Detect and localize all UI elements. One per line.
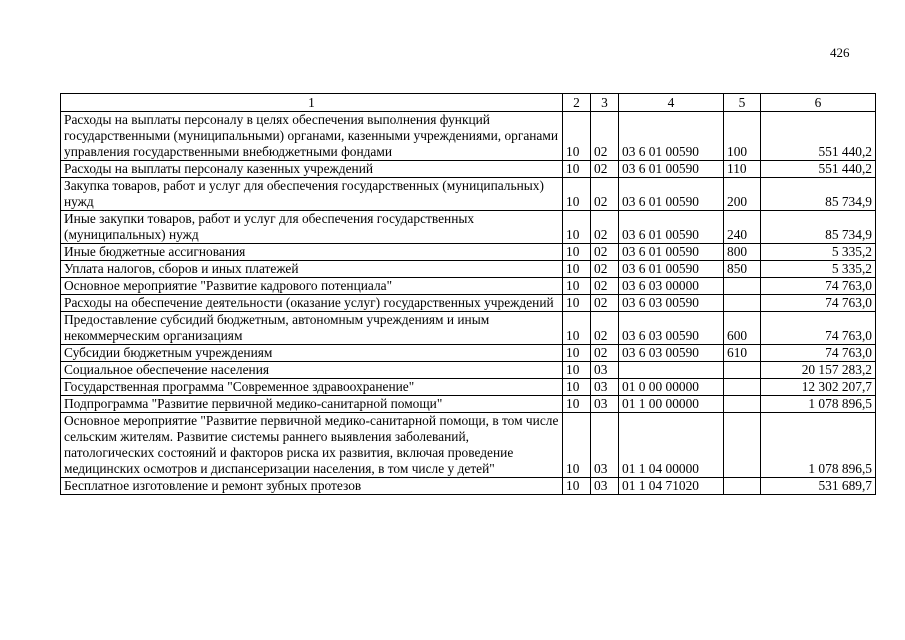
row-expense-type [724, 478, 761, 495]
header-col-2: 2 [563, 94, 591, 112]
row-subsection: 03 [591, 362, 619, 379]
row-amount: 5 335,2 [761, 261, 876, 278]
header-col-5: 5 [724, 94, 761, 112]
row-subsection: 02 [591, 295, 619, 312]
table-row [61, 478, 876, 495]
table-row [61, 178, 876, 211]
row-subsection: 03 [591, 413, 619, 478]
row-name: Бесплатное изготовление и ремонт зубных протезов [61, 478, 563, 495]
row-name: Расходы на обеспечение деятельности (оказание услуг) государственных учреждений [61, 295, 563, 312]
row-expense-type: 800 [724, 244, 761, 261]
table-row [61, 413, 876, 478]
row-amount: 85 734,9 [761, 211, 876, 244]
row-expense-type: 100 [724, 112, 761, 161]
row-subsection: 02 [591, 244, 619, 261]
row-subsection: 02 [591, 261, 619, 278]
row-name: Подпрограмма "Развитие первичной медико-санитарной помощи" [61, 396, 563, 413]
row-target-code: 01 1 04 71020 [619, 478, 724, 495]
row-name: Расходы на выплаты персоналу казенных учреждений [61, 161, 563, 178]
row-expense-type: 610 [724, 345, 761, 362]
header-col-4: 4 [619, 94, 724, 112]
row-amount: 551 440,2 [761, 161, 876, 178]
table-row [61, 362, 876, 379]
row-expense-type [724, 278, 761, 295]
table-header-row [61, 94, 876, 112]
row-expense-type: 200 [724, 178, 761, 211]
row-section: 10 [563, 261, 591, 278]
row-name: Расходы на выплаты персоналу в целях обеспечения выполнения функций государственными (муниципальными) органами, казенными учреждениями, органами управления государственными внебюджетными фондами [61, 112, 563, 161]
table-row [61, 112, 876, 161]
table-row [61, 161, 876, 178]
row-section: 10 [563, 278, 591, 295]
row-name: Субсидии бюджетным учреждениям [61, 345, 563, 362]
row-expense-type [724, 295, 761, 312]
row-section: 10 [563, 413, 591, 478]
row-amount: 74 763,0 [761, 295, 876, 312]
row-expense-type: 110 [724, 161, 761, 178]
row-target-code: 03 6 01 00590 [619, 211, 724, 244]
row-subsection: 02 [591, 178, 619, 211]
row-amount: 74 763,0 [761, 278, 876, 295]
row-target-code: 03 6 03 00590 [619, 312, 724, 345]
header-col-3: 3 [591, 94, 619, 112]
row-amount: 1 078 896,5 [761, 396, 876, 413]
row-expense-type [724, 413, 761, 478]
table-row [61, 278, 876, 295]
row-subsection: 02 [591, 211, 619, 244]
row-name: Социальное обеспечение населения [61, 362, 563, 379]
row-name: Государственная программа "Современное здравоохранение" [61, 379, 563, 396]
row-amount: 12 302 207,7 [761, 379, 876, 396]
table-row [61, 244, 876, 261]
row-amount: 74 763,0 [761, 312, 876, 345]
row-subsection: 02 [591, 161, 619, 178]
row-name: Уплата налогов, сборов и иных платежей [61, 261, 563, 278]
row-target-code: 03 6 01 00590 [619, 178, 724, 211]
row-amount: 74 763,0 [761, 345, 876, 362]
row-subsection: 02 [591, 312, 619, 345]
row-amount: 20 157 283,2 [761, 362, 876, 379]
row-section: 10 [563, 161, 591, 178]
row-section: 10 [563, 379, 591, 396]
row-section: 10 [563, 178, 591, 211]
row-section: 10 [563, 362, 591, 379]
table-row [61, 211, 876, 244]
row-target-code: 01 1 00 00000 [619, 396, 724, 413]
row-expense-type: 600 [724, 312, 761, 345]
row-target-code: 03 6 01 00590 [619, 161, 724, 178]
table-row [61, 312, 876, 345]
row-expense-type [724, 379, 761, 396]
row-section: 10 [563, 211, 591, 244]
row-section: 10 [563, 478, 591, 495]
budget-table [60, 93, 876, 495]
row-amount: 531 689,7 [761, 478, 876, 495]
row-target-code: 01 1 04 00000 [619, 413, 724, 478]
row-name: Предоставление субсидий бюджетным, автономным учреждениям и иным некоммерческим организациям [61, 312, 563, 345]
row-section: 10 [563, 112, 591, 161]
row-section: 10 [563, 312, 591, 345]
row-expense-type: 850 [724, 261, 761, 278]
row-target-code: 03 6 01 00590 [619, 112, 724, 161]
header-col-1: 1 [61, 94, 563, 112]
row-name: Основное мероприятие "Развитие кадрового потенциала" [61, 278, 563, 295]
table-body [61, 112, 876, 495]
row-subsection: 03 [591, 396, 619, 413]
row-expense-type: 240 [724, 211, 761, 244]
row-name: Иные закупки товаров, работ и услуг для обеспечения государственных (муниципальных) нужд [61, 211, 563, 244]
page-number: 426 [830, 45, 850, 60]
row-name: Основное мероприятие "Развитие первичной медико-санитарной помощи, в том числе сельским жителям. Развитие системы раннего выявления заболеваний, патологических состояний и факторов риска их развития, включая проведение медицинских осмотров и диспансеризации населения, в том числе у детей" [61, 413, 563, 478]
row-amount: 85 734,9 [761, 178, 876, 211]
row-target-code [619, 362, 724, 379]
table-row [61, 379, 876, 396]
row-target-code: 03 6 01 00590 [619, 261, 724, 278]
row-subsection: 02 [591, 345, 619, 362]
row-section: 10 [563, 244, 591, 261]
row-name: Иные бюджетные ассигнования [61, 244, 563, 261]
table-row [61, 345, 876, 362]
row-amount: 5 335,2 [761, 244, 876, 261]
table-row [61, 261, 876, 278]
header-col-6: 6 [761, 94, 876, 112]
row-name: Закупка товаров, работ и услуг для обеспечения государственных (муниципальных) нужд [61, 178, 563, 211]
row-expense-type [724, 362, 761, 379]
row-target-code: 03 6 03 00000 [619, 278, 724, 295]
row-section: 10 [563, 295, 591, 312]
row-target-code: 03 6 01 00590 [619, 244, 724, 261]
row-section: 10 [563, 345, 591, 362]
table-row [61, 295, 876, 312]
table-row [61, 396, 876, 413]
row-target-code: 03 6 03 00590 [619, 345, 724, 362]
row-amount: 551 440,2 [761, 112, 876, 161]
row-subsection: 03 [591, 478, 619, 495]
row-section: 10 [563, 396, 591, 413]
row-subsection: 02 [591, 112, 619, 161]
row-target-code: 01 0 00 00000 [619, 379, 724, 396]
row-subsection: 03 [591, 379, 619, 396]
row-target-code: 03 6 03 00590 [619, 295, 724, 312]
row-amount: 1 078 896,5 [761, 413, 876, 478]
row-subsection: 02 [591, 278, 619, 295]
row-expense-type [724, 396, 761, 413]
